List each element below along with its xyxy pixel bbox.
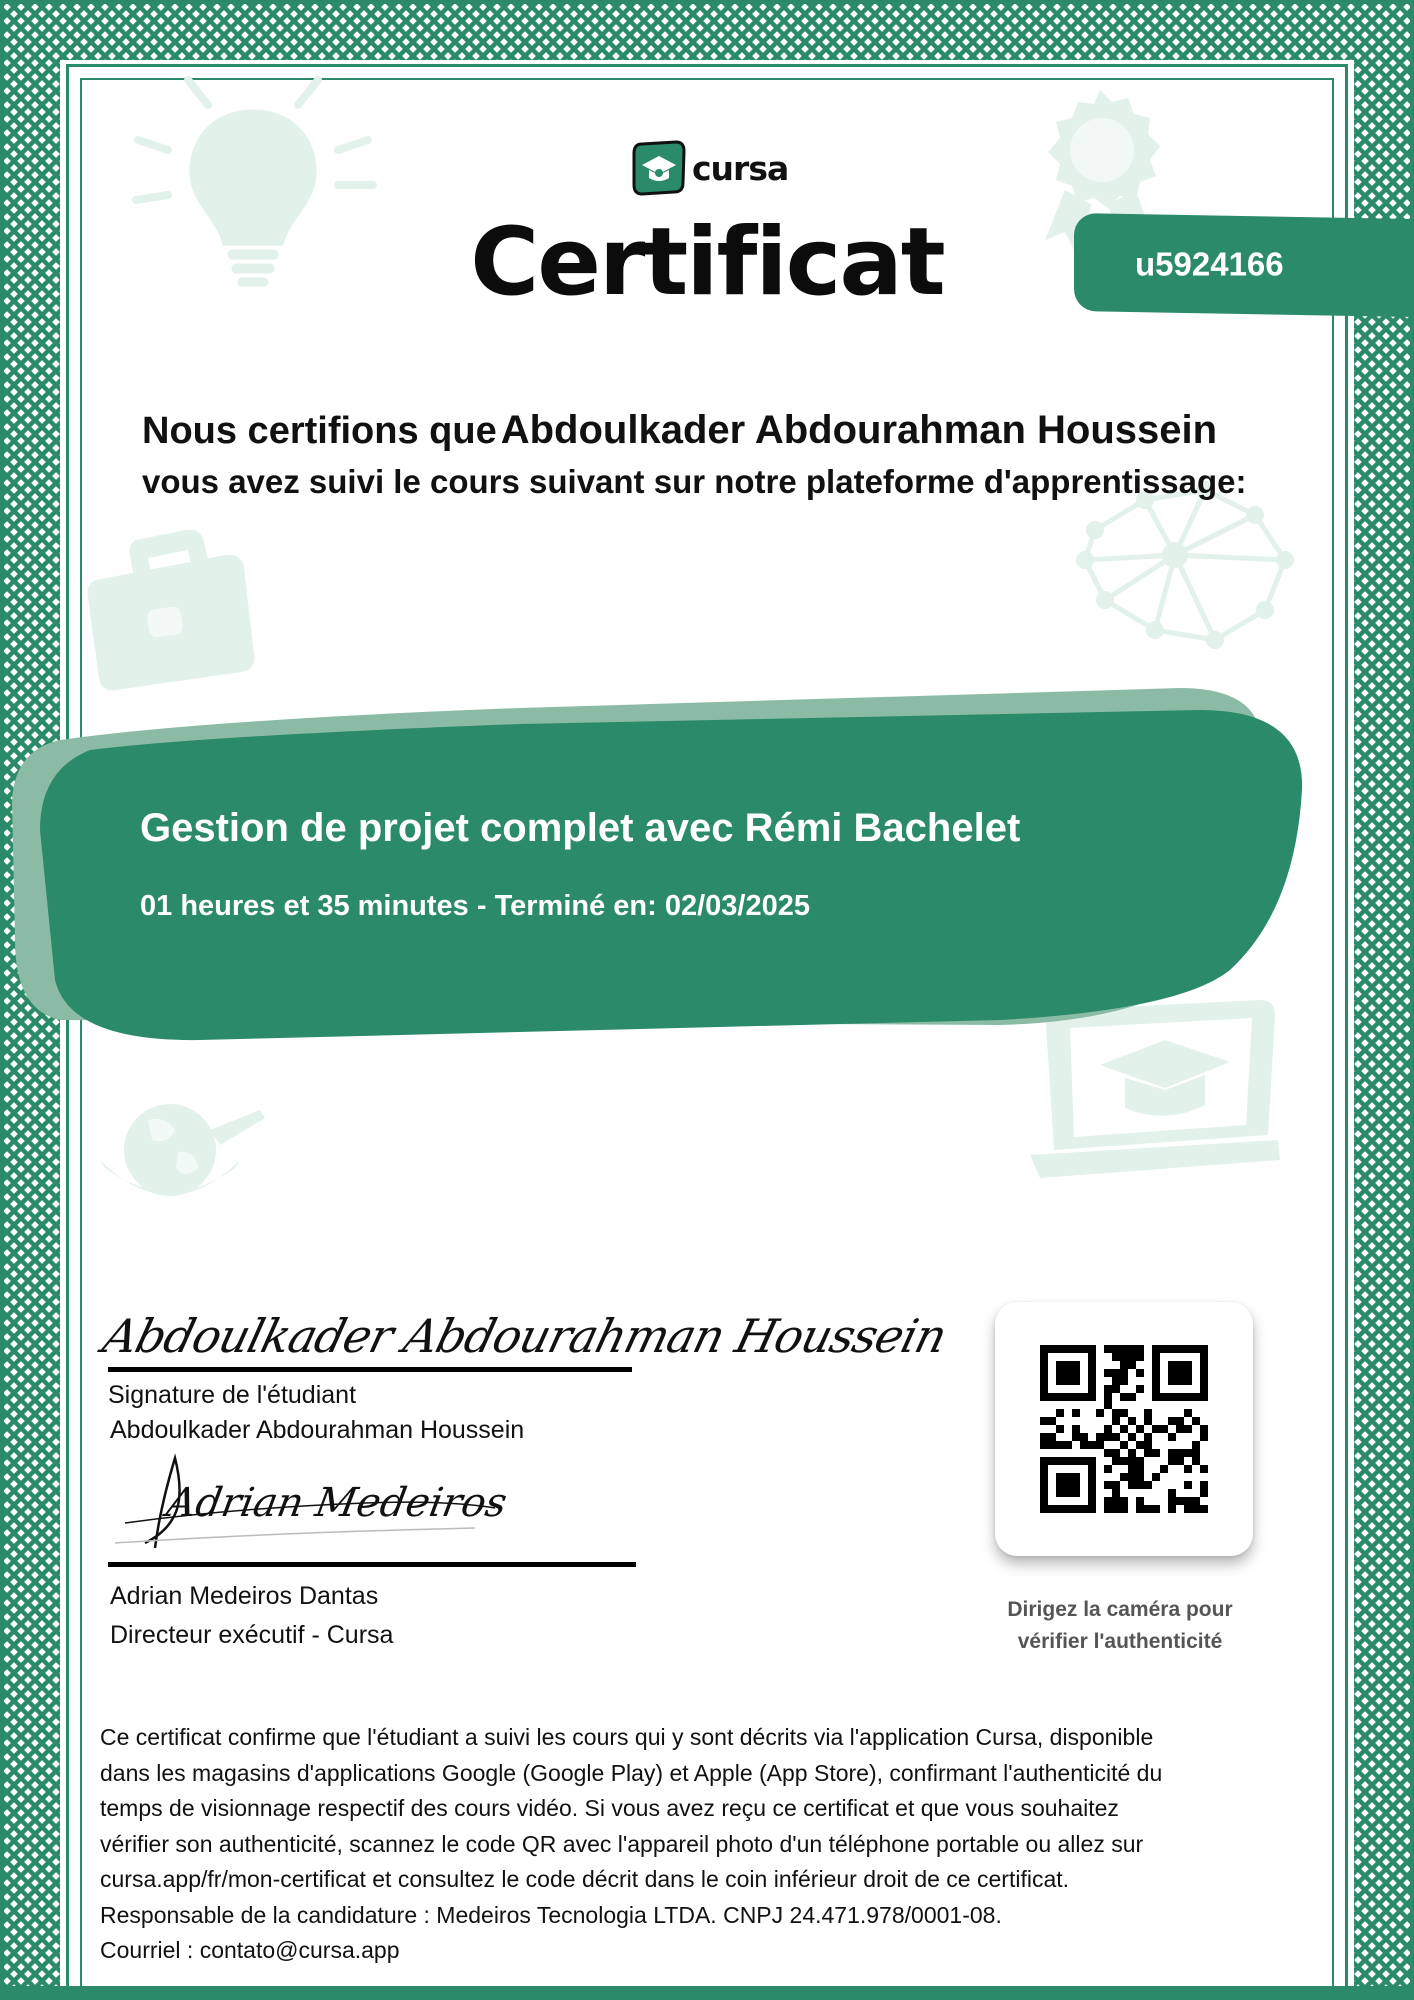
qr-module [1192, 1497, 1200, 1505]
qr-module [1104, 1481, 1112, 1489]
qr-module [1056, 1345, 1064, 1353]
qr-module [1184, 1393, 1192, 1401]
qr-module [1072, 1409, 1080, 1417]
qr-module [1176, 1369, 1184, 1377]
qr-module [1064, 1345, 1072, 1353]
qr-module [1192, 1457, 1200, 1465]
qr-module [1056, 1409, 1064, 1417]
qr-module [1088, 1369, 1096, 1377]
qr-module [1160, 1393, 1168, 1401]
qr-module [1192, 1417, 1200, 1425]
qr-module [1088, 1345, 1096, 1353]
qr-module [1072, 1505, 1080, 1513]
qr-module [1112, 1449, 1120, 1457]
qr-module [1112, 1481, 1120, 1489]
qr-module [1040, 1489, 1048, 1497]
qr-module [1072, 1393, 1080, 1401]
qr-module [1064, 1505, 1072, 1513]
qr-module [1104, 1465, 1112, 1473]
qr-module [1152, 1425, 1160, 1433]
qr-module [1168, 1417, 1176, 1425]
qr-module [1176, 1417, 1184, 1425]
qr-module [1040, 1377, 1048, 1385]
qr-module [1136, 1369, 1144, 1377]
qr-module [1144, 1449, 1152, 1457]
director-name: Adrian Medeiros Dantas [110, 1582, 379, 1610]
qr-module [1088, 1505, 1096, 1513]
certification-intro-line [142, 408, 1217, 453]
qr-module [1104, 1425, 1112, 1433]
qr-module [1048, 1433, 1056, 1441]
qr-module [1128, 1449, 1136, 1457]
qr-module [1120, 1409, 1128, 1417]
qr-module [1120, 1377, 1128, 1385]
footer-line: dans les magasins d'applications Google (Google Play) et Apple (App Store), confirmant l'authenticité du [100, 1759, 1163, 1786]
qr-module [1040, 1353, 1048, 1361]
qr-module [1152, 1377, 1160, 1385]
qr-module [1184, 1505, 1192, 1513]
qr-module [1056, 1457, 1064, 1465]
qr-module [1064, 1481, 1072, 1489]
briefcase-icon [86, 520, 256, 700]
qr-module [1152, 1473, 1160, 1481]
qr-module [1104, 1345, 1112, 1353]
qr-module [1072, 1433, 1080, 1441]
qr-module [1176, 1377, 1184, 1385]
qr-module [1168, 1361, 1176, 1369]
qr-module [1112, 1457, 1120, 1465]
qr-module [1040, 1465, 1048, 1473]
qr-module [1056, 1505, 1064, 1513]
certification-statement: vous avez suivi le cours suivant sur notre plateforme d'apprentissage: [142, 463, 1247, 500]
qr-module [1160, 1425, 1168, 1433]
qr-module [1128, 1417, 1136, 1425]
qr-module [1128, 1457, 1136, 1465]
qr-module [1200, 1505, 1208, 1513]
qr-module [1192, 1393, 1200, 1401]
qr-module [1040, 1345, 1048, 1353]
qr-module [1096, 1409, 1104, 1417]
qr-module [1104, 1505, 1112, 1513]
qr-module [1088, 1441, 1096, 1449]
qr-module [1200, 1361, 1208, 1369]
qr-module [1040, 1361, 1048, 1369]
qr-module [1040, 1481, 1048, 1489]
qr-module [1080, 1345, 1088, 1353]
qr-module [1184, 1409, 1192, 1417]
qr-module [1072, 1489, 1080, 1497]
qr-module [1168, 1449, 1176, 1457]
qr-module [1088, 1393, 1096, 1401]
qr-module [1184, 1449, 1192, 1457]
director-handwritten-signature [115, 1448, 515, 1558]
qr-module [1112, 1433, 1120, 1441]
qr-module [1040, 1473, 1048, 1481]
qr-module [1040, 1505, 1048, 1513]
qr-module [1056, 1441, 1064, 1449]
qr-module [1072, 1425, 1080, 1433]
qr-module [1200, 1465, 1208, 1473]
qr-module [1152, 1361, 1160, 1369]
qr-module [1176, 1425, 1184, 1433]
qr-module [1136, 1441, 1144, 1449]
qr-module [1112, 1345, 1120, 1353]
qr-code[interactable] [1040, 1345, 1208, 1513]
qr-caption-line1: Dirigez la caméra pour [1007, 1598, 1233, 1621]
qr-module [1088, 1457, 1096, 1465]
footer-line: Ce certificat confirme que l'étudiant a suivi les cours qui y sont décrits via l'application Cursa, disponible [100, 1724, 1154, 1750]
qr-module [1064, 1473, 1072, 1481]
qr-module [1168, 1489, 1176, 1497]
qr-module [1200, 1353, 1208, 1361]
qr-module [1152, 1385, 1160, 1393]
qr-module [1040, 1385, 1048, 1393]
qr-module [1056, 1369, 1064, 1377]
footer-line: vérifier son authenticité, scannez le code QR avec l'appareil photo d'un téléphone portable ou allez sur [100, 1830, 1144, 1857]
qr-module [1184, 1465, 1192, 1473]
qr-module [1176, 1449, 1184, 1457]
qr-module [1072, 1457, 1080, 1465]
footer-line: temps de visionnage respectif des cours vidéo. Si vous avez reçu ce certificat et que vous souhaitez [100, 1795, 1119, 1821]
qr-module [1136, 1481, 1144, 1489]
qr-module [1088, 1465, 1096, 1473]
qr-module [1096, 1433, 1104, 1441]
certification-intro: Nous certifions que [142, 410, 497, 452]
course-duration-completion: 01 heures et 35 minutes - Terminé en: 02/03/2025 [140, 890, 811, 922]
course-name: Gestion de projet complet avec Rémi Bachelet [140, 806, 1021, 850]
qr-module [1048, 1417, 1056, 1425]
qr-module [1128, 1465, 1136, 1473]
qr-module [1136, 1473, 1144, 1481]
bottom-band [0, 1986, 1414, 2000]
qr-module [1128, 1345, 1136, 1353]
qr-module [1056, 1473, 1064, 1481]
qr-module [1192, 1449, 1200, 1457]
qr-module [1200, 1481, 1208, 1489]
qr-module [1184, 1361, 1192, 1369]
qr-module [1040, 1441, 1048, 1449]
qr-module [1128, 1473, 1136, 1481]
qr-module [1088, 1353, 1096, 1361]
qr-module [1040, 1417, 1048, 1425]
qr-module [1104, 1433, 1112, 1441]
qr-module [1040, 1393, 1048, 1401]
qr-module [1064, 1393, 1072, 1401]
qr-module [1112, 1409, 1120, 1417]
qr-module [1056, 1489, 1064, 1497]
qr-module [1048, 1505, 1056, 1513]
globe-plane-icon [90, 1090, 270, 1220]
qr-module [1112, 1353, 1120, 1361]
qr-module [1112, 1377, 1120, 1385]
qr-module [1064, 1361, 1072, 1369]
qr-module [1072, 1369, 1080, 1377]
director-signature-text: Adrian Medeiros [163, 1479, 511, 1526]
qr-module [1080, 1393, 1088, 1401]
qr-module [1112, 1369, 1120, 1377]
qr-module [1168, 1457, 1176, 1465]
qr-module [1056, 1425, 1064, 1433]
qr-module [1144, 1505, 1152, 1513]
qr-module [1088, 1361, 1096, 1369]
footer-disclaimer [100, 1720, 1330, 1969]
qr-module [1144, 1417, 1152, 1425]
student-signature-line [108, 1367, 632, 1372]
certificate-code-badge [1074, 213, 1414, 317]
qr-module [1056, 1481, 1064, 1489]
qr-module [1200, 1425, 1208, 1433]
qr-module [1080, 1457, 1088, 1465]
qr-module [1184, 1425, 1192, 1433]
qr-module [1144, 1433, 1152, 1441]
qr-module [1200, 1345, 1208, 1353]
brand-name: cursa [692, 148, 789, 188]
qr-module [1160, 1345, 1168, 1353]
qr-module [1184, 1345, 1192, 1353]
qr-module [1088, 1481, 1096, 1489]
qr-module [1128, 1361, 1136, 1369]
qr-module [1120, 1393, 1128, 1401]
student-signature-text: Abdoulkader Abdourahman Houssein [97, 1310, 952, 1364]
qr-module [1176, 1393, 1184, 1401]
qr-module [1080, 1433, 1088, 1441]
qr-module [1136, 1345, 1144, 1353]
qr-module [1112, 1385, 1120, 1393]
qr-module [1152, 1345, 1160, 1353]
student-name: Abdoulkader Abdourahman Houssein [500, 408, 1218, 452]
qr-module [1072, 1377, 1080, 1385]
qr-module [1112, 1497, 1120, 1505]
footer-line: Responsable de la candidature : Medeiros Tecnologia LTDA. CNPJ 24.471.978/0001-08. [100, 1901, 1002, 1928]
qr-module [1112, 1505, 1120, 1513]
qr-module [1088, 1385, 1096, 1393]
qr-module [1200, 1369, 1208, 1377]
qr-module [1184, 1497, 1192, 1505]
qr-module [1136, 1425, 1144, 1433]
qr-module [1152, 1393, 1160, 1401]
director-signature-line [108, 1562, 636, 1567]
qr-module [1200, 1489, 1208, 1497]
qr-module [1152, 1449, 1160, 1457]
qr-module [1048, 1457, 1056, 1465]
qr-module [1112, 1417, 1120, 1425]
qr-module [1104, 1369, 1112, 1377]
qr-module [1040, 1457, 1048, 1465]
qr-module [1128, 1433, 1136, 1441]
qr-module [1168, 1433, 1176, 1441]
certificate-title: Certificat [470, 208, 944, 317]
qr-module [1136, 1497, 1144, 1505]
qr-module [1120, 1505, 1128, 1513]
qr-module [1048, 1393, 1056, 1401]
qr-module [1072, 1361, 1080, 1369]
qr-module [1152, 1369, 1160, 1377]
qr-module [1192, 1345, 1200, 1353]
footer-line: Courriel : contato@cursa.app [100, 1937, 400, 1963]
qr-module [1040, 1433, 1048, 1441]
certificate-code: u5924166 [1134, 245, 1284, 283]
qr-module [1168, 1377, 1176, 1385]
qr-module [1056, 1393, 1064, 1401]
qr-module [1144, 1441, 1152, 1449]
qr-module [1104, 1449, 1112, 1457]
qr-module [1120, 1353, 1128, 1361]
qr-module [1200, 1393, 1208, 1401]
qr-module [1104, 1385, 1112, 1393]
qr-module [1192, 1505, 1200, 1513]
qr-module [1064, 1457, 1072, 1465]
qr-module [1120, 1457, 1128, 1465]
qr-module [1120, 1441, 1128, 1449]
qr-module [1112, 1489, 1120, 1497]
qr-module [1120, 1345, 1128, 1353]
director-role: Directeur exécutif - Cursa [110, 1621, 394, 1649]
qr-module [1096, 1441, 1104, 1449]
qr-module [1144, 1409, 1152, 1417]
qr-module [1128, 1393, 1136, 1401]
qr-module [1072, 1473, 1080, 1481]
qr-module [1088, 1489, 1096, 1497]
student-signature-label: Signature de l'étudiant [108, 1381, 357, 1409]
qr-module [1136, 1465, 1144, 1473]
qr-module [1048, 1345, 1056, 1353]
qr-module [1120, 1425, 1128, 1433]
qr-module [1088, 1377, 1096, 1385]
qr-module [1104, 1401, 1112, 1409]
qr-module [1040, 1497, 1048, 1505]
qr-module [1120, 1361, 1128, 1369]
qr-module [1072, 1481, 1080, 1489]
qr-module [1184, 1369, 1192, 1377]
qr-module [1064, 1377, 1072, 1385]
qr-module [1104, 1497, 1112, 1505]
qr-module [1080, 1441, 1088, 1449]
qr-module [1152, 1505, 1160, 1513]
qr-module [1168, 1369, 1176, 1377]
qr-module [1176, 1497, 1184, 1505]
qr-module [1064, 1489, 1072, 1497]
qr-module [1120, 1369, 1128, 1377]
qr-code-card [995, 1302, 1253, 1556]
qr-caption-line2: vérifier l'authenticité [1017, 1630, 1223, 1653]
qr-module [1136, 1457, 1144, 1465]
qr-module [1176, 1361, 1184, 1369]
qr-module [1168, 1393, 1176, 1401]
qr-module [1136, 1385, 1144, 1393]
qr-module [1104, 1393, 1112, 1401]
qr-module [1088, 1473, 1096, 1481]
footer-line: cursa.app/fr/mon-certificat et consultez le code décrit dans le coin inférieur droit de ce certificat. [100, 1866, 1070, 1892]
qr-module [1200, 1385, 1208, 1393]
qr-caption [960, 1594, 1280, 1658]
qr-module [1056, 1361, 1064, 1369]
qr-module [1168, 1345, 1176, 1353]
qr-module [1184, 1377, 1192, 1385]
qr-module [1128, 1481, 1136, 1489]
qr-module [1064, 1441, 1072, 1449]
qr-module [1128, 1353, 1136, 1361]
qr-module [1056, 1377, 1064, 1385]
cursa-logo-icon [632, 141, 686, 195]
qr-module [1072, 1345, 1080, 1353]
qr-module [1176, 1345, 1184, 1353]
brand-logo [632, 140, 788, 196]
qr-module [1168, 1505, 1176, 1513]
qr-module [1048, 1441, 1056, 1449]
qr-module [1176, 1457, 1184, 1465]
qr-module [1136, 1353, 1144, 1361]
qr-module [1040, 1369, 1048, 1377]
qr-module [1160, 1465, 1168, 1473]
qr-module [1088, 1497, 1096, 1505]
qr-module [1120, 1473, 1128, 1481]
course-band [0, 680, 1414, 1060]
qr-module [1184, 1481, 1192, 1489]
qr-module [1064, 1369, 1072, 1377]
qr-module [1144, 1481, 1152, 1489]
qr-module [1200, 1433, 1208, 1441]
student-signature-name: Abdoulkader Abdourahman Houssein [110, 1416, 525, 1444]
qr-module [1120, 1497, 1128, 1505]
qr-module [1080, 1505, 1088, 1513]
qr-module [1192, 1441, 1200, 1449]
qr-module [1136, 1505, 1144, 1513]
qr-module [1200, 1377, 1208, 1385]
qr-module [1152, 1353, 1160, 1361]
qr-module [1168, 1497, 1176, 1505]
